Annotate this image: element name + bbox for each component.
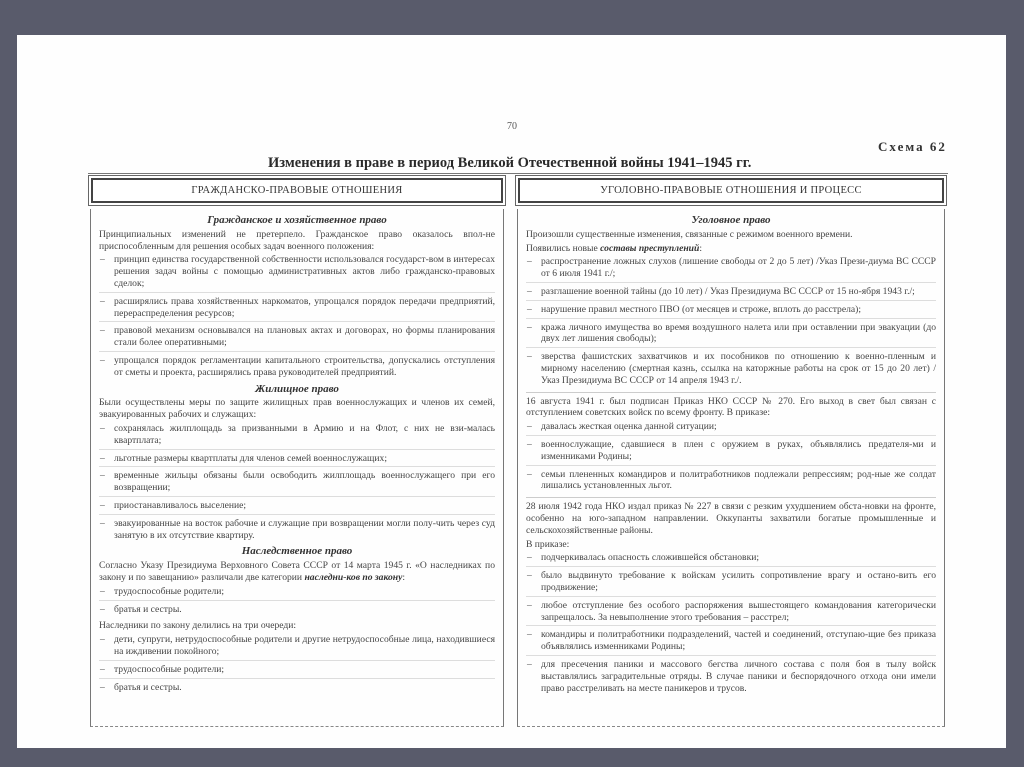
- criminal-law-header: УГОЛОВНО-ПРАВОВЫЕ ОТНОШЕНИЯ И ПРОЦЕСС: [518, 178, 944, 203]
- order-227-in-order: В приказе:: [526, 538, 570, 550]
- scheme-label: Схема 62: [878, 139, 947, 154]
- title-divider: [88, 173, 948, 174]
- list-item: – приостанавливалось выселение;: [99, 500, 495, 515]
- order-270-list: [526, 421, 936, 494]
- inheritance-intro-text: Согласно Указу Президиума Верховного Совета СССР от 14 марта 1945 г. «О наследниках по закону и по завещанию» различали две категории: [99, 560, 495, 583]
- civil-law-body: [90, 209, 504, 727]
- order-227-list: [526, 552, 936, 696]
- inheritance-queue-list: [99, 634, 495, 695]
- list-item: – распространение ложных слухов (лишение свободы от 2 до 5 лет) /Указ Прези-диума ВС СССР от 6 июля 1941 г./;: [526, 256, 936, 283]
- criminal-law-body: [517, 209, 945, 727]
- page-number: 70: [507, 121, 517, 132]
- list-item: – давалась жесткая оценка данной ситуации;: [526, 421, 936, 436]
- list-item: – братья и сестры.: [99, 682, 495, 696]
- list-item: – сохранялась жилплощадь за призванными в Армию и на Флот, с них не взи-малась квартплата;: [99, 423, 495, 450]
- list-item: – упрощался порядок регламентации капитального строительства, допускались отступления от сметы и проекта, расширялись права руководителей предприятий.: [99, 355, 495, 381]
- inheritance-categories-list: [99, 586, 495, 618]
- new-crimes-text: Появились новые: [526, 242, 601, 254]
- housing-law-intro: Были осуществлены меры по защите жилищных прав военнослужащих и членов их семей, эвакуированных рабочих и служащих:: [99, 397, 495, 421]
- new-crimes-end: :: [699, 242, 703, 254]
- list-item: – трудоспособные родители;: [99, 664, 495, 679]
- list-item: – семьи плененных командиров и политработников подлежали репрессиям; род-ные же солдат лишались установленных льгот.: [526, 469, 936, 495]
- order-270-intro: 16 августа 1941 г. был подписан Приказ НКО СССР № 270. Его выход в свет был связан с отступлением советских войск по всему фронту. В приказе:: [526, 395, 936, 419]
- section-divider: [526, 392, 936, 393]
- list-item: – братья и сестры.: [99, 604, 495, 618]
- new-crimes-emphasis: составы преступлений: [600, 242, 700, 254]
- inheritance-queue-intro: Наследники по закону делились на три очереди:: [99, 620, 297, 632]
- list-item: – любое отступление без особого распоряжения вышестоящего командования категорически запрещалось. За невыполнение этого требования – расстрел;: [526, 600, 936, 627]
- list-item: – разглашение военной тайны (до 10 лет) / Указ Президиума ВС СССР от 15 но-ября 1943 г./;: [526, 286, 936, 301]
- list-item: – военнослужащие, сдавшиеся в плен с оружием в руках, объявлялись предателя-ми и изменниками Родины;: [526, 439, 936, 466]
- list-item: – трудоспособные родители;: [99, 586, 495, 601]
- list-item: – дети, супруги, нетрудоспособные родители и другие нетрудоспособные лица, находившиеся на иждивении покойного;: [99, 634, 495, 661]
- new-crimes-list: [526, 256, 936, 388]
- list-item: – для пресечения паники и массового бегства личного состава с поля боя в тылу войск выставлялись заградительные отряды. В случае паники и беспорядочного отхода они имели право расстреливать на месте паникеров и трусов.: [526, 659, 936, 696]
- list-item: – зверства фашистских захватчиков и их пособников по отношению к военно-пленным и мирному населению (смертная казнь, ссылка на каторжные работы на срок от 15 до 20 лет) / Указ Президиума ВС СССР от 14 апреля 1943 г./.: [526, 351, 936, 388]
- criminal-law-column: [515, 175, 947, 727]
- civil-law-intro: Принципиальных изменений не претерпело. Гражданское право оказалось впол-не приспособленным для решения особых задач военного положения:: [99, 228, 495, 252]
- order-227-intro: 28 июля 1942 года НКО издал приказ № 227 в связи с резким ухудшением обста-новки на фронте, особенно на юго-западном направлении. Оккупанты захватили богатые промышленные и сельскохозяйственные районы.: [526, 501, 936, 536]
- list-item: – правовой механизм основывался на плановых актах и договорах, но формы планирования стали более оперативными;: [99, 325, 495, 352]
- inheritance-intro-emphasis: наследни-ков по закону: [304, 571, 403, 583]
- civil-law-header-box: [88, 175, 506, 206]
- list-item: – принцип единства государственной собственности использовался государст-вом в интересах решения задач войны с помощью административных актов либо гражданско-правовых сделок;: [99, 254, 495, 292]
- list-item: – временные жильцы обязаны были освободить жилплощадь военнослужащего при его возвращении;: [99, 470, 495, 497]
- list-item: – льготные размеры квартплаты для членов семей военнослужащих;: [99, 453, 495, 468]
- inheritance-intro-end: :: [402, 571, 406, 583]
- criminal-law-header-box: [515, 175, 947, 206]
- criminal-law-heading: Уголовное право: [691, 214, 771, 226]
- list-item: – нарушение правил местного ПВО (от месяцев и строже, вплоть до расстрела);: [526, 304, 936, 319]
- list-item: – подчеркивалась опасность сложившейся обстановки;: [526, 552, 936, 567]
- housing-law-heading: Жилищное право: [255, 382, 339, 395]
- list-item: – кража личного имущества во время воздушного налета или при оставлении при эвакуации (до двух лет лишения свободы);: [526, 322, 936, 349]
- page-title: Изменения в праве в период Великой Отечественной войны 1941–1945 гг.: [268, 155, 752, 171]
- civil-law-header: ГРАЖДАНСКО-ПРАВОВЫЕ ОТНОШЕНИЯ: [91, 178, 503, 203]
- inheritance-law-intro: [99, 560, 495, 584]
- criminal-law-intro: Произошли существенные изменения, связанные с режимом военного времени.: [526, 228, 853, 240]
- section-divider: [526, 497, 936, 498]
- list-item: – было выдвинуто требование к войскам усилить сопротивление врагу и остано-вить его продвижение;: [526, 570, 936, 597]
- civil-economic-law-heading: Гражданское и хозяйственное право: [207, 214, 387, 226]
- inheritance-law-heading: Наследственное право: [241, 545, 353, 558]
- housing-law-list: [99, 423, 495, 543]
- new-crimes-intro: [526, 243, 936, 255]
- list-item: – эвакуированные на восток рабочие и служащие при возвращении могли полу-чить через суд занятую в их отсутствие квартиру.: [99, 518, 495, 544]
- list-item: – командиры и политработники подразделений, частей и соединений, отступаю-щие без приказа объявлялись изменниками Родины;: [526, 629, 936, 656]
- civil-law-list: [99, 254, 495, 380]
- list-item: – расширялись права хозяйственных наркоматов, упрощался порядок передачи предприятий, перераспределения ресурсов;: [99, 296, 495, 323]
- civil-law-column: [88, 175, 506, 727]
